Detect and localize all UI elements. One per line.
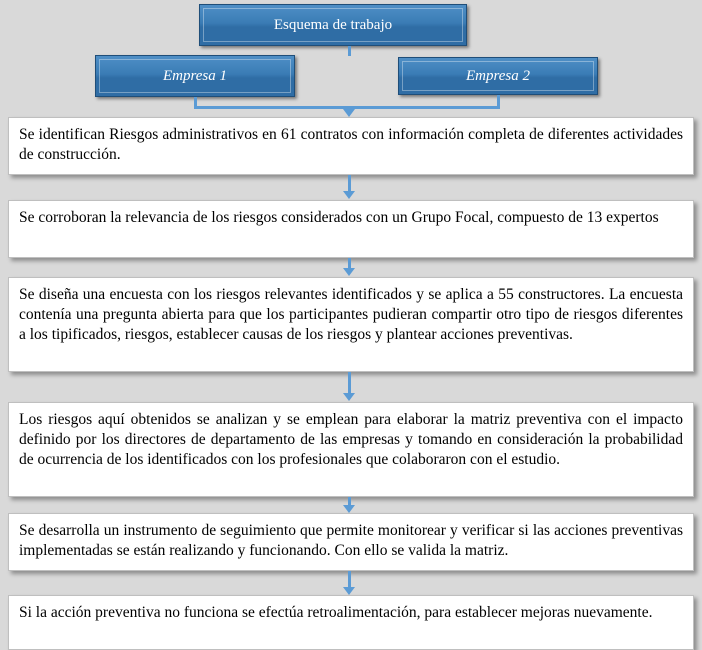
connector-company2-down (497, 95, 500, 106)
company-box-1 (95, 55, 295, 97)
connector-title-down (348, 46, 351, 56)
arrow-head-icon (343, 393, 355, 401)
arrow-head-icon (343, 505, 355, 513)
step-box-1: Se identifican Riesgos administrativos en 61 contratos con información completa de diferentes actividades de construcción. (8, 117, 694, 175)
company-box-1-label: Empresa 1 (162, 67, 228, 84)
company-box-2 (398, 57, 598, 95)
step-box-3: Se diseña una encuesta con los riesgos relevantes identificados y se aplica a 55 constructores. La encuesta contenía una pregunta abierta para que los participantes pudieran compartir otro tipo de riesgos diferentes a los tipificados, riesgos, establecer causas de los riesgos y plantear acciones preventivas. (8, 277, 694, 372)
arrow-head-icon (343, 587, 355, 595)
title-box-label: Esquema de trabajo (273, 16, 393, 33)
step-box-5: Se desarrolla un instrumento de seguimiento que permite monitorear y verificar si las acciones preventivas implementadas se están realizando y funcionando. Con ello se valida la matriz. (8, 513, 694, 571)
connector-step3-step4 (348, 372, 351, 394)
company-box-2-label: Empresa 2 (465, 67, 531, 84)
arrow-head-icon (343, 191, 355, 199)
arrow-head-icon (343, 268, 355, 276)
step-box-4: Los riesgos aquí obtenidos se analizan y se emplean para elaborar la matriz preventiva con el impacto definido por los directores de departamento de las empresas y tomando en consideración la probabilidad de ocurrencia de los identificados con los profesionales que colaboraron con el estudio. (8, 402, 694, 497)
connector-step1-step2 (348, 175, 351, 192)
step-box-6: Si la acción preventiva no funciona se efectúa retroalimentación, para establecer mejoras nuevamente. (8, 595, 694, 650)
connector-company1-down (194, 97, 197, 106)
arrow-head-icon (343, 109, 355, 117)
title-box (199, 4, 467, 46)
connector-step5-step6 (348, 571, 351, 588)
step-box-2: Se corroboran la relevancia de los riesgos considerados con un Grupo Focal, compuesto de 13 expertos (8, 200, 694, 258)
